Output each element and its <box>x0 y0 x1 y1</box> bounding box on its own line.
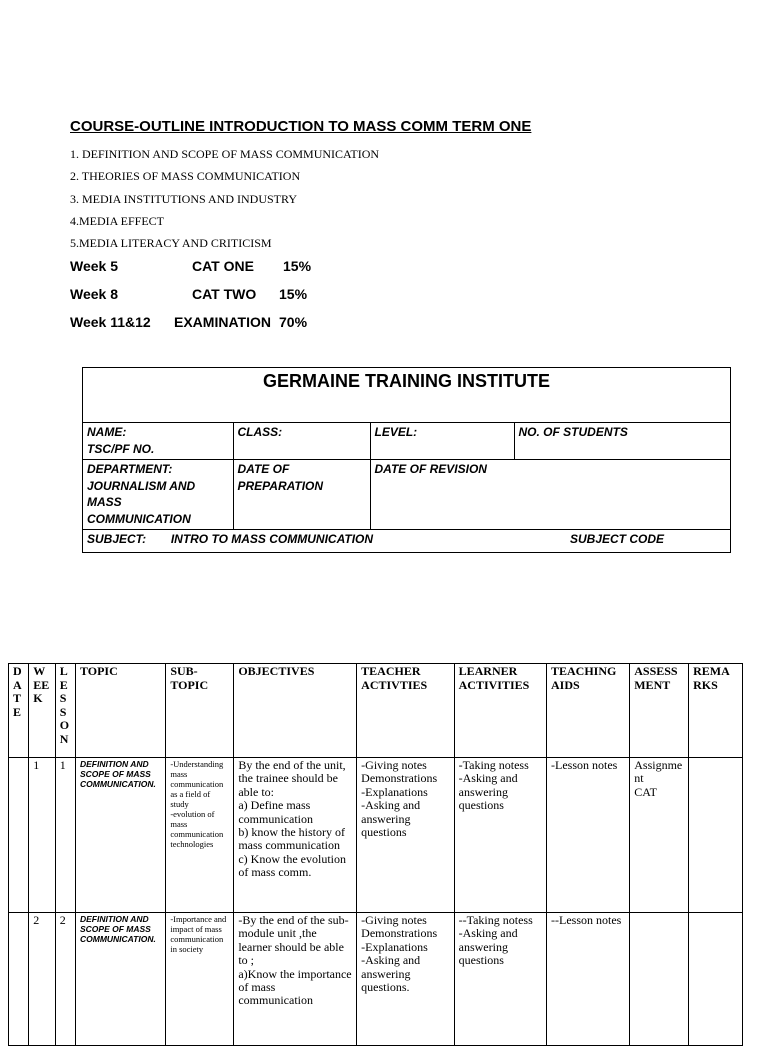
assessment-weight: 15% <box>279 286 308 302</box>
header-subtopic: SUB-TOPIC <box>166 664 234 758</box>
subject-value: INTRO TO MASS COMMUNICATION <box>170 532 374 546</box>
objective-line: a)Know the importance of mass communication <box>238 966 352 1008</box>
assessment-weight: 15% <box>283 258 312 274</box>
cell-topic: DEFINITION AND SCOPE OF MASS COMMUNICATION. <box>75 913 165 1046</box>
cell-date <box>9 913 29 1046</box>
table-row <box>9 913 743 1046</box>
cell-learner <box>454 758 546 913</box>
header-date: DATE <box>9 664 29 758</box>
assessment-week: Week 5 <box>70 258 118 274</box>
subject-label: SUBJECT: <box>87 532 147 546</box>
teacher-line: -Asking and answering questions. <box>361 953 421 995</box>
header-remarks: REMARKS <box>689 664 743 758</box>
assessment-week: Week 8 <box>70 286 118 302</box>
cell-assessment <box>630 913 689 1046</box>
header-lesson: LESSON <box>55 664 75 758</box>
list-item: 3. MEDIA INSTITUTIONS AND INDUSTRY <box>70 191 297 206</box>
class-label: CLASS: <box>233 423 370 460</box>
cell-assessment <box>630 758 689 913</box>
teacher-line: -Explanations <box>361 939 428 954</box>
cell-objectives <box>234 758 357 913</box>
name-label: NAME: <box>87 425 127 439</box>
objective-line: -By the end of the sub-module unit ,the learner should be able to ; <box>238 913 349 968</box>
subtopic-line: -Understanding mass communication as a field of study <box>170 759 224 809</box>
header-objectives: OBJECTIVES <box>234 664 357 758</box>
department-label: DEPARTMENT: <box>87 462 173 476</box>
objective-line: a) Define mass communication <box>238 798 313 826</box>
date-preparation-label: DATE OF PREPARATION <box>233 460 370 530</box>
objective-line: c) Know the evolution of mass comm. <box>238 851 346 880</box>
cell-objectives <box>234 913 357 1046</box>
header-topic: TOPIC <box>75 664 165 758</box>
date-revision-label: DATE OF REVISION <box>370 460 730 530</box>
list-item: 4.MEDIA EFFECT <box>70 213 165 228</box>
subject-code-label: SUBJECT CODE <box>569 532 664 546</box>
assessment-name: CAT TWO <box>192 286 257 302</box>
cell-teacher <box>357 913 454 1046</box>
learner-line: -Asking and answering questions <box>458 771 518 813</box>
institute-info-table <box>83 422 730 560</box>
level-label: LEVEL: <box>370 423 514 460</box>
cell-aids: -Lesson notes <box>547 758 630 913</box>
name-cell <box>83 423 233 460</box>
learner-line: --Taking notess <box>458 913 533 927</box>
cell-lesson: 2 <box>55 913 75 1046</box>
objective-line: b) know the history of mass communication <box>238 825 345 853</box>
cell-date <box>9 758 29 913</box>
cell-topic: DEFINITION AND SCOPE OF MASS COMMUNICATION. <box>75 758 165 913</box>
assessment-line: Assignment <box>634 758 683 786</box>
teacher-line: -Asking and answering questions <box>361 798 421 840</box>
teacher-line: -Giving notes <box>361 758 427 772</box>
teacher-line: -Giving notes <box>361 913 427 927</box>
cell-remarks <box>689 913 743 1046</box>
department-value: JOURNALISM AND MASS COMMUNICATION <box>87 478 196 526</box>
cell-lesson: 1 <box>55 758 75 913</box>
cell-teacher <box>357 758 454 913</box>
assessment-weight: 70% <box>279 314 308 330</box>
subtopic-line: -Importance and impact of mass communication in society <box>170 914 227 954</box>
cell-aids: --Lesson notes <box>547 913 630 1046</box>
list-item: 2. THEORIES OF MASS COMMUNICATION <box>70 169 301 184</box>
institute-box <box>82 367 731 553</box>
teacher-line: -Explanations <box>361 784 428 799</box>
document-title: COURSE-OUTLINE INTRODUCTION TO MASS COMM TERM ONE <box>70 118 532 135</box>
department-cell <box>83 460 233 530</box>
cell-learner <box>454 913 546 1046</box>
cell-subtopic <box>166 913 234 1046</box>
list-item: 5.MEDIA LITERACY AND CRITICISM <box>70 236 272 251</box>
list-item: 1. DEFINITION AND SCOPE OF MASS COMMUNICATION <box>70 147 380 161</box>
header-aids: TEACHING AIDS <box>547 664 630 758</box>
tsc-label: TSC/PF NO. <box>87 441 155 456</box>
topic-list <box>70 146 379 257</box>
cell-remarks <box>689 758 743 913</box>
header-learner: LEARNER ACTIVITIES <box>454 664 546 758</box>
header-teacher: TEACHER ACTIVTIES <box>357 664 454 758</box>
assessment-name: EXAMINATION <box>174 314 271 330</box>
scheme-of-work-table <box>8 663 743 1046</box>
cell-subtopic <box>166 758 234 913</box>
assessment-name: CAT ONE <box>192 258 254 274</box>
cell-week: 1 <box>29 758 55 913</box>
students-label: NO. OF STUDENTS <box>514 423 730 460</box>
learner-line: -Taking notess <box>458 758 529 772</box>
teacher-line: Demonstrations <box>361 926 438 941</box>
assessment-line: CAT <box>634 784 657 799</box>
objective-line: By the end of the unit, the trainee should be able to: <box>238 758 346 799</box>
cell-week: 2 <box>29 913 55 1046</box>
header-row <box>9 664 743 758</box>
subtopic-line: -evolution of mass communication technologies <box>170 809 224 849</box>
institute-name: GERMAINE TRAINING INSTITUTE <box>263 371 550 391</box>
subject-cell <box>83 530 730 560</box>
header-week: WEEK <box>29 664 55 758</box>
table-row <box>9 758 743 913</box>
header-assessment: ASSESSMENT <box>630 664 689 758</box>
learner-line: -Asking and answering questions <box>458 926 518 968</box>
assessment-week: Week 11&12 <box>70 314 151 330</box>
teacher-line: Demonstrations <box>361 771 438 786</box>
